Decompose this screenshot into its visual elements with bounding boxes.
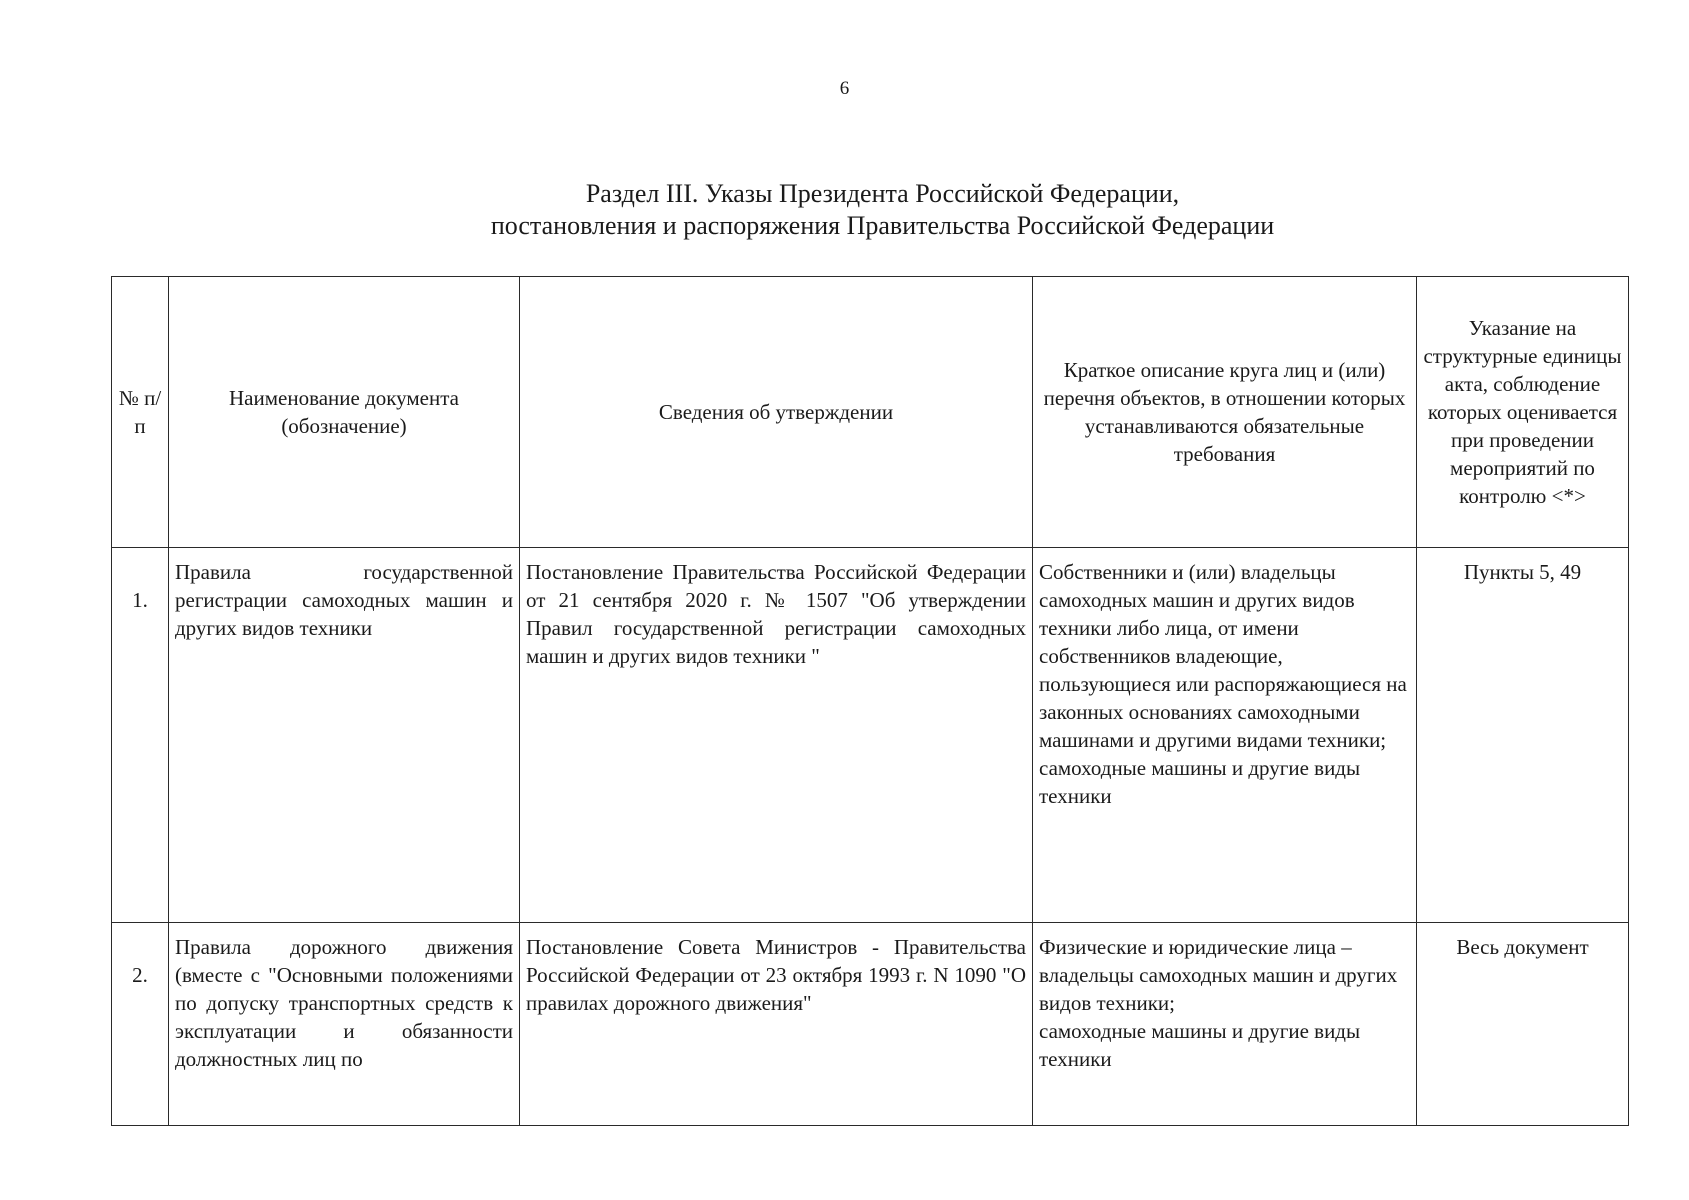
document-name: Правила государственной регистрации самоходных машин и других видов техники [169, 548, 520, 923]
section-title [300, 178, 1465, 242]
table-header-row [112, 277, 1629, 548]
description [1033, 923, 1417, 1126]
document-name: Правила дорожного движения (вместе с "Основными положениями по допуску транспортных средств к эксплуатации и обязанности должностных лиц по [169, 923, 520, 1126]
header-approval-info: Сведения об утверждении [520, 277, 1033, 548]
requirements-table [111, 276, 1629, 1126]
page-number: 6 [839, 78, 850, 99]
structural-units: Пункты 5, 49 [1417, 548, 1629, 923]
approval-info: Постановление Правительства Российской Федерации от 21 сентября 2020 г. № 1507 "Об утверждении Правил государственной регистрации самоходных машин и других видов техники " [520, 548, 1033, 923]
section-title-line-1: Раздел III. Указы Президента Российской Федерации, [585, 179, 1180, 208]
structural-units: Весь документ [1417, 923, 1629, 1126]
header-num: № п/п [112, 277, 169, 548]
description-part-2: самоходные машины и другие виды техники [1039, 756, 1361, 808]
header-document-name: Наименование документа (обозначение) [169, 277, 520, 548]
table-row [112, 923, 1629, 1126]
approval-info: Постановление Совета Министров - Правительства Российской Федерации от 23 октября 1993 г. N 1090 "О правилах дорожного движения" [520, 923, 1033, 1126]
row-number: 1. [112, 548, 169, 923]
description-part-2: самоходные машины и другие виды техники [1039, 1019, 1361, 1071]
header-structural-units: Указание на структурные единицы акта, соблюдение которых оценивается при проведении мероприятий по контролю <*> [1417, 277, 1629, 548]
table-row [112, 548, 1629, 923]
description [1033, 548, 1417, 923]
description-part-1: Собственники и (или) владельцы самоходных машин и других видов техники либо лица, от имени собственников владеющие, пользующиеся или распоряжающиеся на законных основаниях самоходными машинами и другими видами техники; [1039, 560, 1407, 752]
description-part-1: Физические и юридические лица – владельцы самоходных машин и других видов техники; [1039, 935, 1398, 1015]
header-description: Краткое описание круга лиц и (или) перечня объектов, в отношении которых устанавливаются обязательные требования [1033, 277, 1417, 548]
section-title-line-2: постановления и распоряжения Правительства Российской Федерации [490, 211, 1275, 240]
row-number: 2. [112, 923, 169, 1126]
